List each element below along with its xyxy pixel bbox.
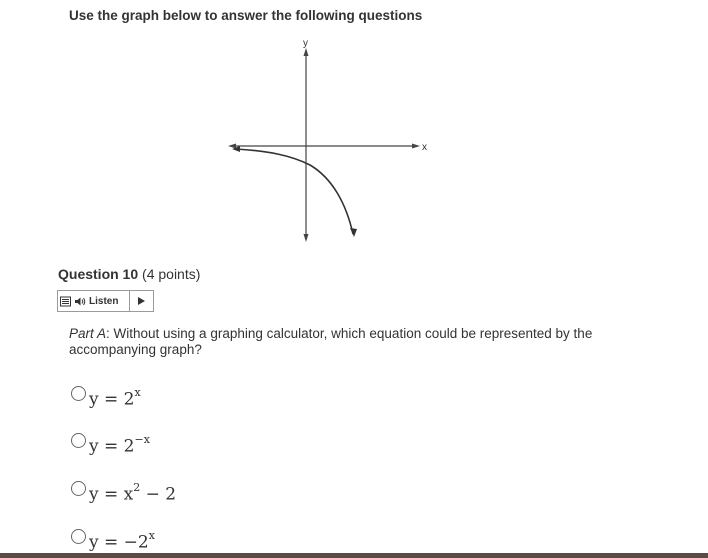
option-equation: $y = 2^{-x}$ — [89, 433, 150, 457]
question-prompt — [69, 326, 609, 358]
option-equation: $y = 2^x$ — [89, 386, 141, 410]
radio-button[interactable] — [71, 481, 86, 496]
curve-arrow-down — [350, 228, 357, 237]
question-points: (4 points) — [142, 266, 201, 282]
question-title — [58, 266, 200, 282]
x-axis-arrow-left — [228, 144, 236, 149]
bottom-bar — [0, 553, 708, 558]
x-axis-label: x — [422, 142, 427, 153]
play-button[interactable] — [130, 291, 153, 311]
x-axis-arrow-right — [412, 144, 420, 149]
speaker-icon — [74, 296, 86, 307]
question-number: Question 10 — [58, 266, 139, 282]
answer-option-1[interactable] — [71, 384, 141, 410]
part-label: Part A — [69, 326, 107, 341]
play-icon — [137, 296, 146, 306]
listen-widget — [57, 290, 154, 312]
graph-curve — [236, 149, 353, 234]
y-axis-arrow-up — [304, 48, 309, 56]
instruction-text: Use the graph below to answer the following questions — [69, 8, 423, 23]
listen-label: Listen — [89, 295, 119, 307]
answer-option-3[interactable] — [71, 479, 176, 505]
exponential-graph — [228, 38, 438, 244]
menu-icon — [60, 296, 71, 307]
y-axis-label: y — [303, 38, 308, 49]
radio-button[interactable] — [71, 386, 86, 401]
answer-option-4[interactable] — [71, 527, 155, 553]
radio-button[interactable] — [71, 529, 86, 544]
y-axis-arrow-down — [304, 234, 309, 242]
radio-button[interactable] — [71, 433, 86, 448]
listen-button[interactable] — [58, 291, 130, 311]
option-equation: $y = -2^x$ — [89, 529, 155, 553]
answer-option-2[interactable] — [71, 431, 150, 457]
prompt-text: : Without using a graphing calculator, which equation could be represented by the accompanying graph? — [69, 326, 593, 357]
option-equation: $y = x^2 - 2$ — [89, 481, 177, 505]
